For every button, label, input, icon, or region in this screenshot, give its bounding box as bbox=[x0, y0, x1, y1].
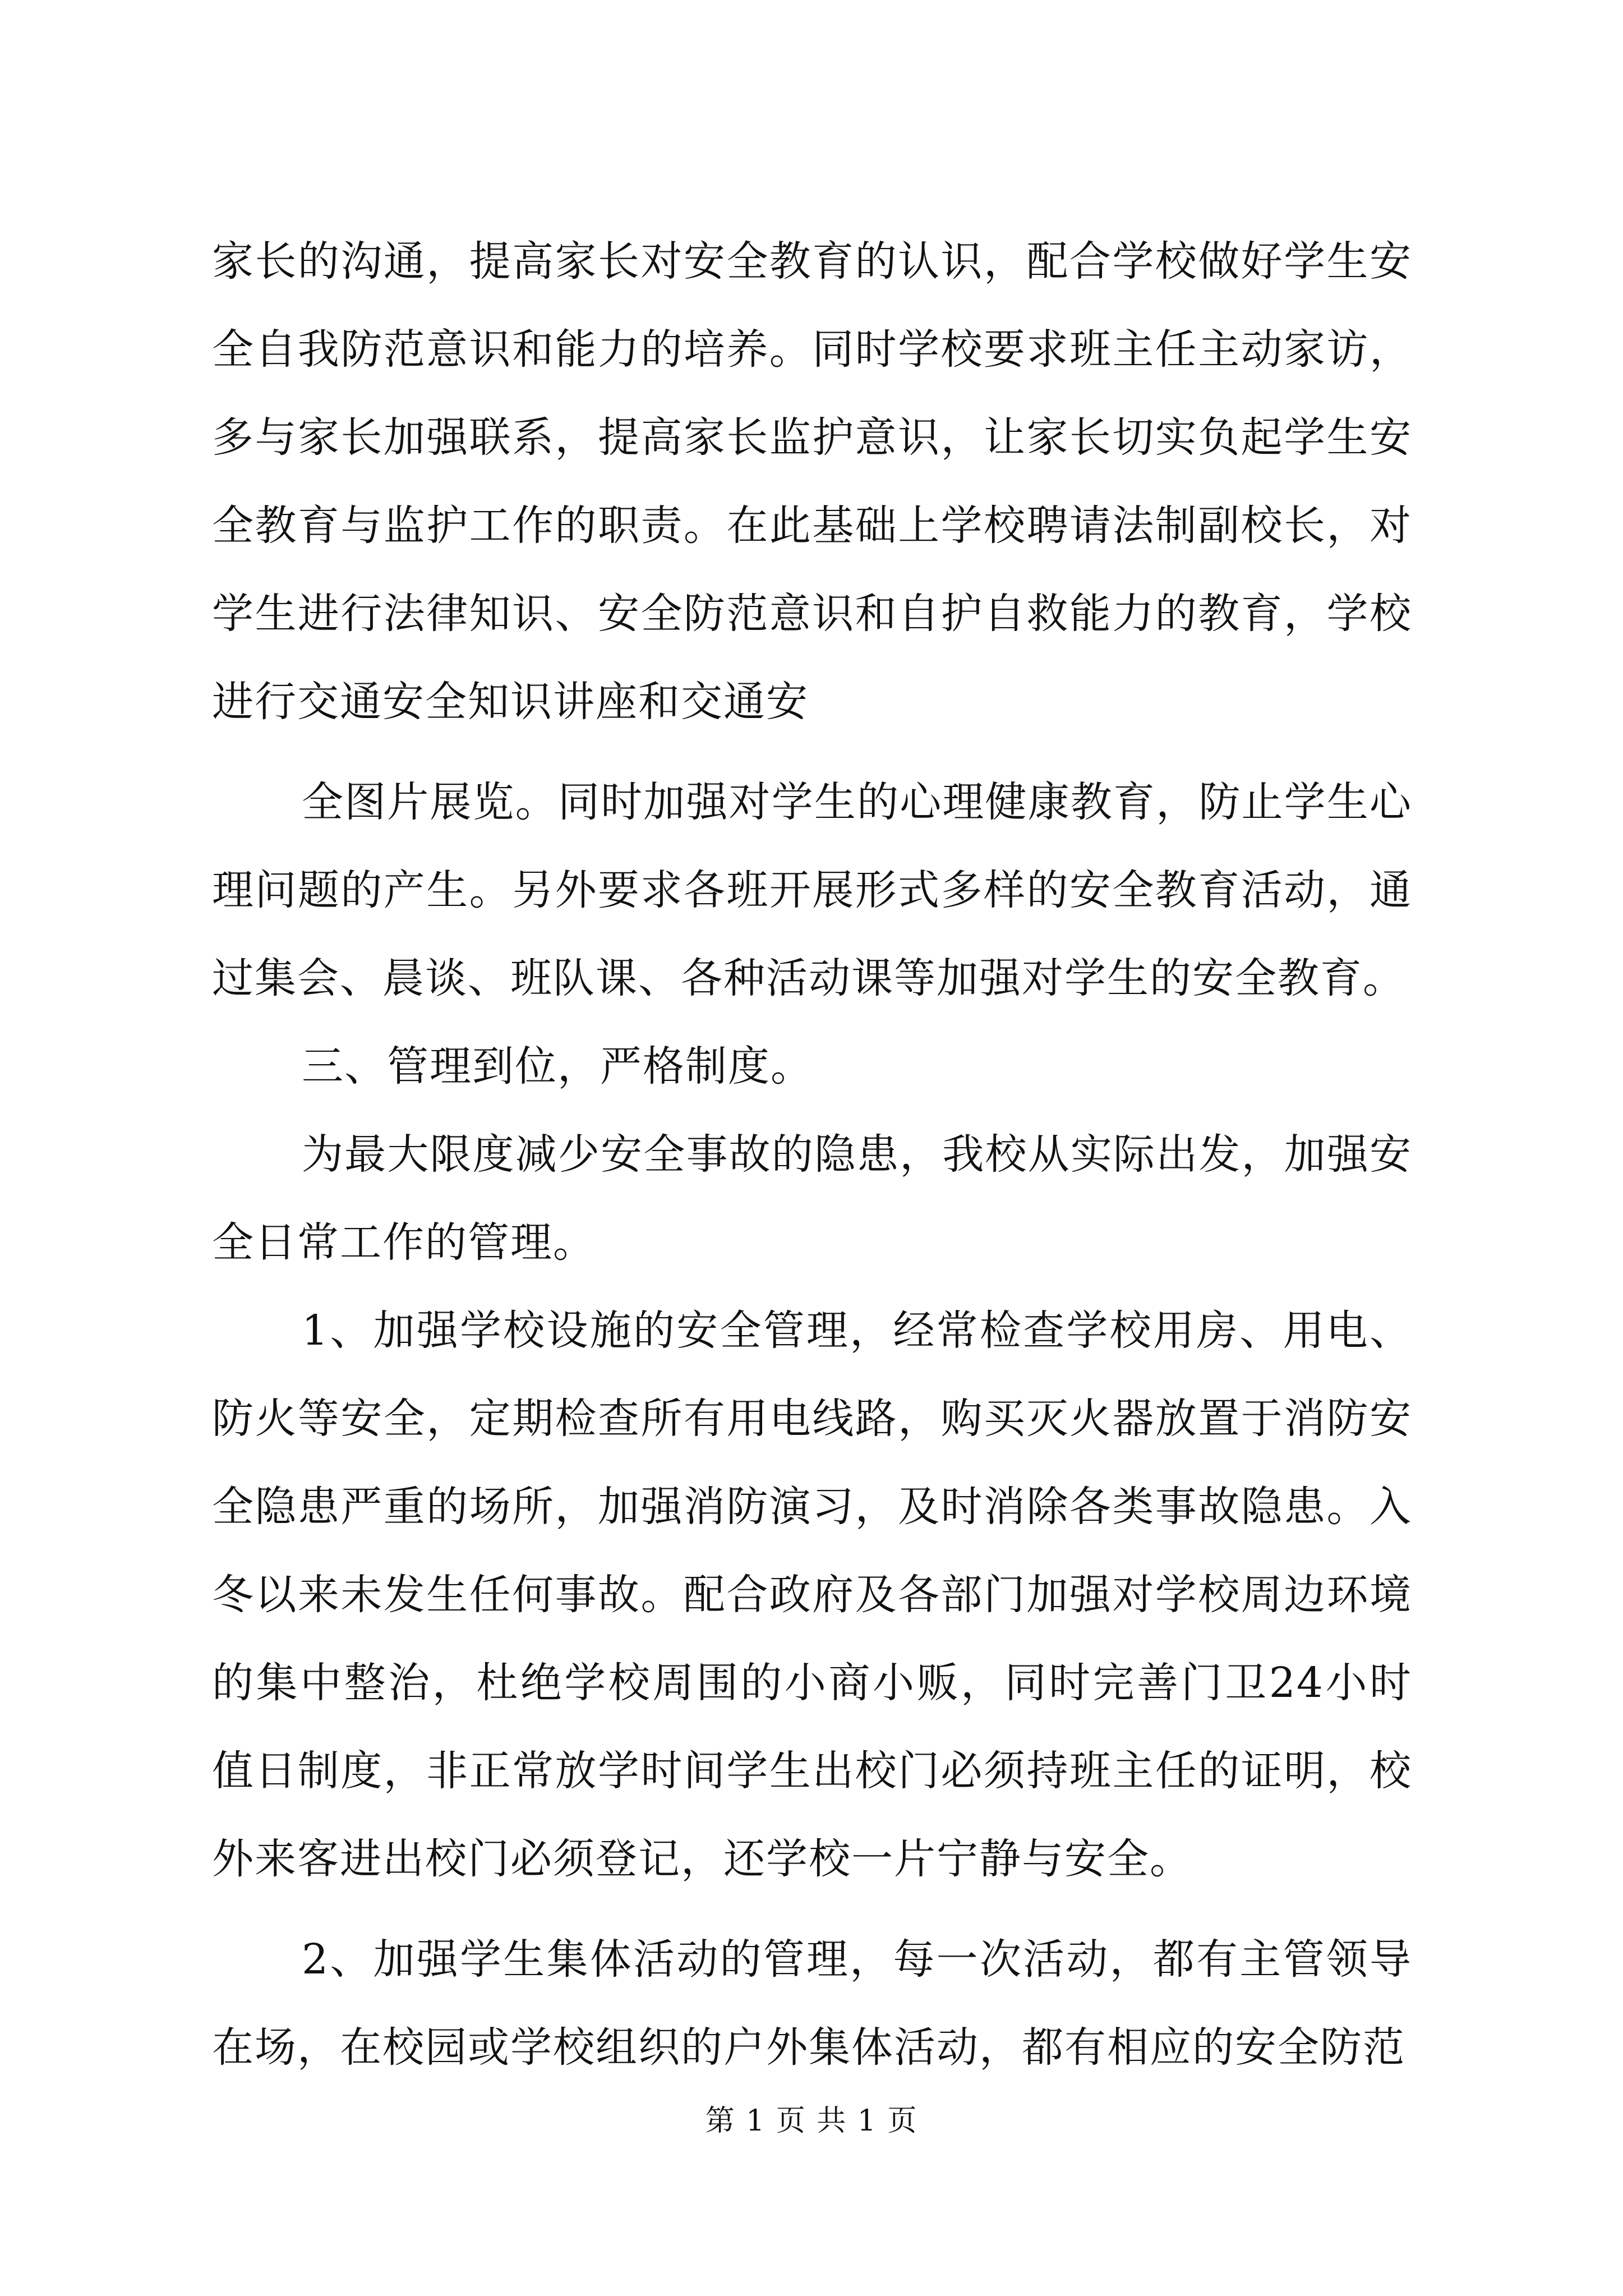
paragraph: 1、加强学校设施的安全管理，经常检查学校用房、用电、防火等安全，定期检查所有用电线路，购买灭火器放置于消防安全隐患严重的场所，加强消防演习，及时消除各类事故隐患。入冬以来未发生任何事故。配合政府及各部门加强对学校周边环境的集中整治，杜绝学校周围的小商小贩，同时完善门卫24小时值日制度，非正常放学时间学生出校门必须持班主任的证明，校外来客进出校门必须登记，还学校一片宁静与安全。 bbox=[212, 1306, 1412, 1883]
section-heading: 三、管理到位，严格制度。 bbox=[302, 1042, 813, 1091]
paragraph: 全图片展览。同时加强对学生的心理健康教育，防止学生心理问题的产生。另外要求各班开展形式多样的安全教育活动，通过集会、晨谈、班队课、各种活动课等加强对学生的安全教育。 bbox=[212, 778, 1412, 1002]
page-footer: 第 1 页 共 1 页 bbox=[705, 2104, 918, 2138]
document-body bbox=[212, 218, 1412, 2092]
paragraph: 为最大限度减少安全事故的隐患，我校从实际出发，加强安全日常工作的管理。 bbox=[212, 1130, 1412, 1267]
paragraph: 2、加强学生集体活动的管理，每一次活动，都有主管领导在场，在校园或学校组织的户外集体活动，都有相应的安全防范 bbox=[212, 1935, 1412, 2072]
paragraph-continuation: 家长的沟通，提高家长对安全教育的认识，配合学校做好学生安全自我防范意识和能力的培养。同时学校要求班主任主动家访，多与家长加强联系，提高家长监护意识，让家长切实负起学生安全教育与监护工作的职责。在此基础上学校聘请法制副校长，对学生进行法律知识、安全防范意识和自护自救能力的教育，学校进行交通安全知识讲座和交通安 bbox=[212, 237, 1412, 726]
